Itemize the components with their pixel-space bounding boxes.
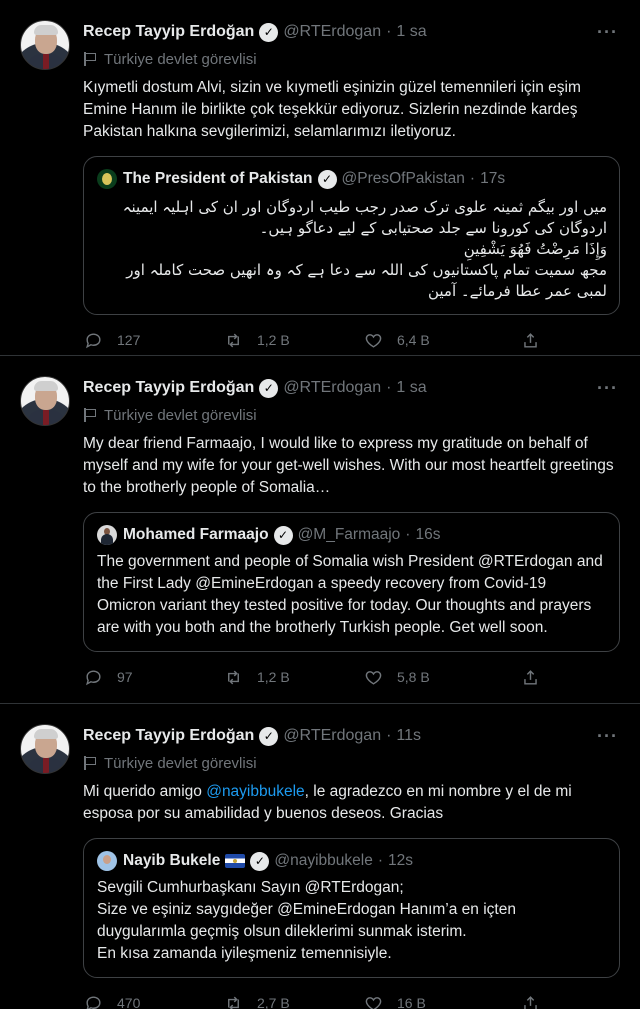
tweet-text (83, 781, 620, 825)
tweet[interactable] (0, 0, 640, 356)
label-text: Türkiye devlet görevlisi (104, 754, 257, 772)
author-name[interactable]: Recep Tayyip Erdoğan (83, 379, 255, 396)
quoted-text-line: اردوگان کی کورونا سے جلد صحتیابی کے لیے دعاگو ہیں۔ (259, 219, 607, 237)
share-icon (520, 993, 540, 1009)
reply-count: 97 (117, 669, 133, 685)
reply-icon (83, 330, 103, 350)
quoted-timestamp: 12s (388, 852, 413, 869)
verified-check-icon: ✓ (259, 379, 278, 398)
quoted-author-handle: @nayibbukele (274, 852, 373, 869)
quoted-text-line: وَإِذَا مَرِضْتُ فَهُوَ يَشْفِينِ (463, 240, 607, 258)
quoted-author-handle: @PresOfPakistan (341, 170, 465, 187)
tweet-header (83, 722, 620, 750)
verified-check-icon: ✓ (274, 526, 293, 545)
flag-icon (83, 408, 97, 422)
reply-button[interactable] (83, 330, 223, 350)
separator-dot: · (405, 526, 411, 543)
author-handle[interactable]: @RTErdogan (283, 379, 382, 396)
separator-dot: · (386, 379, 392, 396)
quoted-text-line: Sevgili Cumhurbaşkanı Sayın @RTErdogan; (97, 879, 404, 896)
tweet-text-part: Mi querido amigo (83, 783, 207, 800)
reply-icon (83, 993, 103, 1009)
more-icon[interactable]: ··· (597, 726, 618, 746)
heart-icon (363, 993, 383, 1009)
verified-check-icon: ✓ (259, 23, 278, 42)
more-icon[interactable]: ··· (597, 378, 618, 398)
label-text: Türkiye devlet görevlisi (104, 406, 257, 424)
retweet-count: 1,2 B (257, 332, 290, 348)
reply-button[interactable] (83, 993, 223, 1009)
quoted-header (97, 167, 607, 191)
separator-dot: · (469, 170, 476, 187)
like-button[interactable] (363, 667, 503, 687)
el-salvador-flag-icon (225, 854, 245, 868)
timestamp[interactable]: 1 sa (396, 23, 427, 40)
tweet-header (83, 18, 620, 46)
reply-count: 127 (117, 332, 141, 348)
share-button[interactable] (520, 667, 560, 687)
quoted-tweet[interactable] (83, 838, 620, 978)
quoted-avatar (97, 851, 117, 871)
flag-icon (83, 52, 97, 66)
reply-button[interactable] (83, 667, 223, 687)
author-name[interactable]: Recep Tayyip Erdoğan (83, 23, 255, 40)
verified-check-icon: ✓ (250, 852, 269, 871)
author-name[interactable]: Recep Tayyip Erdoğan (83, 727, 255, 744)
separator-dot: · (386, 23, 392, 40)
quoted-text-line: مجھ سمیت تمام پاکستانیوں کی اللہ سے دعا ہے کہ وہ انھیں صحت کاملہ اور (126, 261, 607, 279)
like-count: 16 B (397, 995, 426, 1009)
quoted-timestamp: 17s (480, 170, 506, 187)
separator-dot: · (377, 852, 383, 869)
reply-count: 470 (117, 995, 141, 1009)
retweet-count: 1,2 B (257, 669, 290, 685)
tweet-header (83, 374, 620, 402)
quoted-text-line: لمبی عمر عطا فرمائے۔ آمین (427, 282, 607, 300)
share-button[interactable] (520, 330, 560, 350)
tweet[interactable] (0, 356, 640, 704)
government-label (83, 48, 620, 70)
tweet[interactable] (0, 704, 640, 1009)
quoted-text (97, 197, 607, 302)
reply-icon (83, 667, 103, 687)
more-icon[interactable]: ··· (597, 22, 618, 42)
retweet-icon (223, 667, 243, 687)
quoted-header (97, 523, 607, 547)
tweet-text: My dear friend Farmaajo, I would like to express my gratitude on behalf of myself and my wife for your get-well wishes. With our most heartfelt greetings to the brotherly people of Somalia… (83, 435, 614, 496)
action-bar (83, 991, 620, 1009)
avatar[interactable] (20, 376, 70, 426)
timestamp[interactable]: 11s (396, 727, 422, 744)
quoted-tweet[interactable] (83, 512, 620, 652)
like-count: 5,8 B (397, 669, 430, 685)
retweet-button[interactable] (223, 330, 363, 350)
like-count: 6,4 B (397, 332, 430, 348)
quoted-tweet[interactable] (83, 156, 620, 315)
action-bar (83, 328, 620, 352)
retweet-button[interactable] (223, 667, 363, 687)
verified-check-icon: ✓ (318, 170, 337, 189)
label-text: Türkiye devlet görevlisi (104, 50, 257, 68)
quoted-timestamp: 16s (415, 526, 441, 543)
author-handle[interactable]: @RTErdogan (283, 727, 382, 744)
quoted-author-name: Nayib Bukele (123, 852, 221, 869)
share-button[interactable] (520, 993, 560, 1009)
share-icon (520, 667, 540, 687)
retweet-icon (223, 330, 243, 350)
quoted-header (97, 849, 607, 873)
quoted-author-handle: @M_Farmaajo (297, 526, 401, 543)
quoted-text-line: میں اور بیگم ثمینہ علوی ترک صدر رجب طیب اردوگان اور ان کی اہلیہ ایمینہ (122, 198, 607, 216)
tweet-text-part: , le agradezco en mi nombre y el de mi esposa por su amabilidad y buenos deseos. Gracias (83, 783, 572, 822)
heart-icon (363, 667, 383, 687)
like-button[interactable] (363, 330, 503, 350)
avatar[interactable] (20, 20, 70, 70)
quoted-text-line: En kısa zamanda iyileşmeniz temennisiyle. (97, 945, 392, 962)
avatar[interactable] (20, 724, 70, 774)
separator-dot: · (386, 727, 392, 744)
quoted-text: The government and people of Somalia wish President @RTErdogan and the First Lady @EmineErdogan a speedy recovery from Covid-19 Omicron variant they tested positive for today. Our thoughts and prayers are with you both and the brotherly Turkish people. Get well soon. (97, 553, 603, 636)
government-label (83, 404, 620, 426)
tweet-text: Kıymetli dostum Alvi, sizin ve kıymetli eşinizin güzel temennileri için eşim Emine Hanım ile birlikte çok teşekkür ediyoruz. Sizlerin nezdinde kardeş Pakistan halkına sevgilerimizi, selamlarımızı iletiyoruz. (83, 79, 581, 140)
author-handle[interactable]: @RTErdogan (283, 23, 382, 40)
retweet-button[interactable] (223, 993, 363, 1009)
retweet-count: 2,7 B (257, 995, 290, 1009)
timestamp[interactable]: 1 sa (396, 379, 427, 396)
mention-link[interactable]: @nayibbukele (206, 783, 305, 800)
quoted-text-line: Size ve eşiniz saygıdeğer @EmineErdogan Hanım’a en içten duygularımla geçmiş olsun dileklerimi sunmak isterim. (97, 901, 516, 940)
heart-icon (363, 330, 383, 350)
action-bar (83, 665, 620, 689)
quoted-avatar (97, 169, 117, 189)
quoted-avatar (97, 525, 117, 545)
quoted-text (97, 877, 607, 965)
flag-icon (83, 756, 97, 770)
share-icon (520, 330, 540, 350)
government-label (83, 752, 620, 774)
quoted-author-name: Mohamed Farmaajo (123, 526, 269, 543)
quoted-author-name: The President of Pakistan (123, 170, 313, 187)
verified-check-icon: ✓ (259, 727, 278, 746)
retweet-icon (223, 993, 243, 1009)
like-button[interactable] (363, 993, 503, 1009)
